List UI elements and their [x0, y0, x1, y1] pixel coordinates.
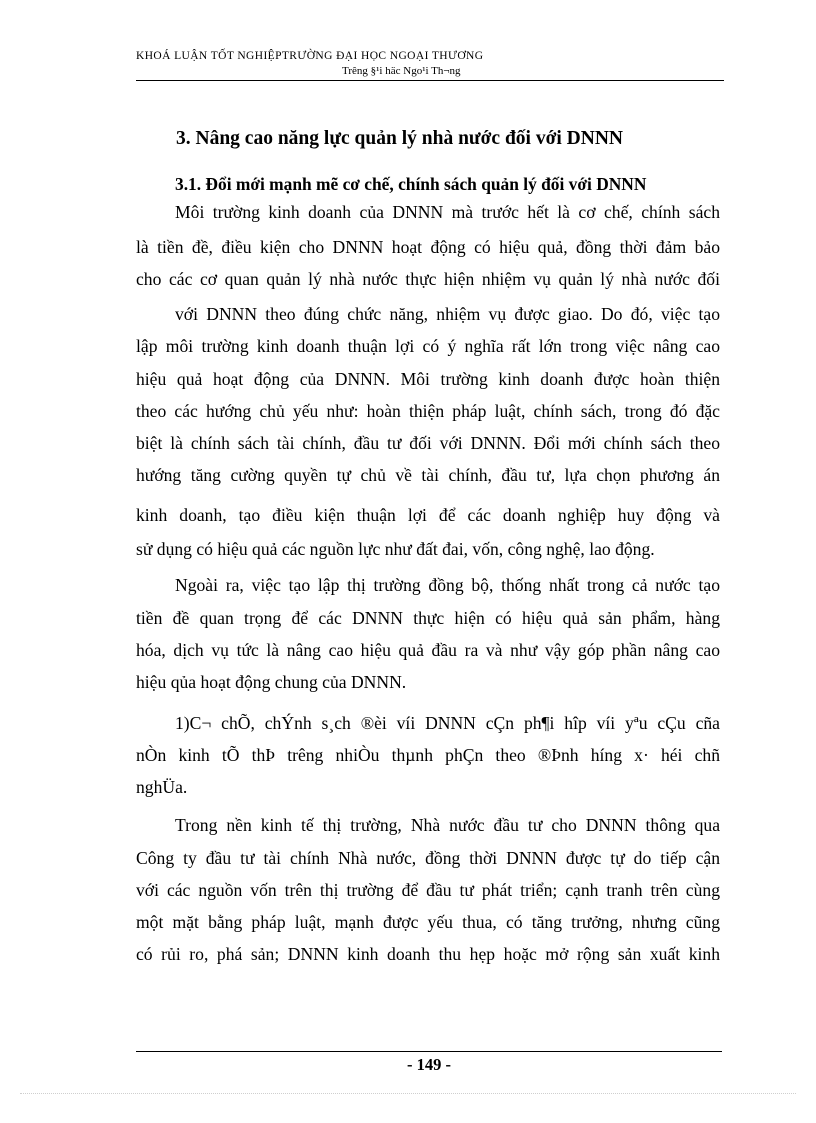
body-line: theo các hướng chủ yếu như: hoàn thiện pháp luật, chính sách, trong đó đặc [136, 401, 720, 421]
body-line: Công ty đầu tư tài chính Nhà nước, đồng thời DNNN được tự do tiếp cận [136, 848, 720, 868]
body-line: hóa, dịch vụ tức là nâng cao hiệu quả đầu ra và như vậy góp phần nâng cao [136, 640, 720, 660]
body-line: với các nguồn vốn trên thị trường để đầu tư phát triển; cạnh tranh trên cùng [136, 880, 720, 900]
body-line: với DNNN theo đúng chức năng, nhiệm vụ được giao. Do đó, việc tạo [175, 304, 720, 324]
section-title: 3. Nâng cao năng lực quản lý nhà nước đối với DNNN [176, 128, 623, 149]
body-line: nÒn kinh tÕ thÞ trêng nhiÒu thµnh phÇn theo ®Þnh híng x· héi chñ [136, 745, 720, 765]
body-line: Môi trường kinh doanh của DNNN mà trước hết là cơ chế, chính sách [175, 202, 720, 222]
page-bottom-border [20, 1093, 796, 1094]
header-title: KHOÁ LUẬN TỐT NGHIỆPTRƯỜNG ĐẠI HỌC NGOẠI THƯƠNG [136, 50, 484, 62]
body-line: hiệu quả hoạt động của DNNN. Môi trường kinh doanh được hoàn thiện [136, 369, 720, 389]
page-number: - 149 - [407, 1055, 451, 1074]
body-line: 1)C¬ chÕ, chÝnh s¸ch ®èi víi DNNN cÇn ph¶i hîp víi yªu cÇu cña [175, 713, 720, 733]
footer-divider [136, 1051, 722, 1052]
body-line: sử dụng có hiệu quả các nguồn lực như đất đai, vốn, công nghệ, lao động. [136, 539, 655, 559]
header-subtitle: Trêng §¹i häc Ngo¹i Th¬ng [342, 65, 461, 77]
page-header [136, 48, 724, 81]
body-line: hiệu qủa hoạt động chung của DNNN. [136, 672, 407, 692]
body-line: lập môi trường kinh doanh thuận lợi có ý nghĩa rất lớn trong việc nâng cao [136, 336, 720, 356]
body-line: Trong nền kinh tế thị trường, Nhà nước đầu tư cho DNNN thông qua [175, 815, 720, 835]
subsection-title: 3.1. Đổi mới mạnh mẽ cơ chế, chính sách quản lý đối với DNNN [175, 174, 647, 194]
body-line: kinh doanh, tạo điều kiện thuận lợi để các doanh nghiệp huy động và [136, 505, 720, 525]
body-line: Ngoài ra, việc tạo lập thị trường đồng bộ, thống nhất trong cả nước tạo [175, 575, 720, 595]
body-line: có rủi ro, phá sản; DNNN kinh doanh thu hẹp hoặc mở rộng sản xuất kinh [136, 944, 720, 964]
body-line: là tiền đề, điều kiện cho DNNN hoạt động có hiệu quả, đồng thời đảm bảo [136, 237, 720, 257]
body-line: hướng tăng cường quyền tự chủ về tài chính, đầu tư, lựa chọn phương án [136, 465, 720, 485]
body-line: một mặt bằng pháp luật, mạnh được yếu thua, có tăng trưởng, nhưng cũng [136, 912, 720, 932]
body-line: nghÜa. [136, 777, 188, 797]
body-line: cho các cơ quan quản lý nhà nước thực hiện nhiệm vụ quản lý nhà nước đối [136, 269, 720, 289]
body-line: tiền đề quan trọng để các DNNN thực hiện có hiệu quả sản phẩm, hàng [136, 608, 720, 628]
body-line: biệt là chính sách tài chính, đầu tư đối với DNNN. Đổi mới chính sách theo [136, 433, 720, 453]
